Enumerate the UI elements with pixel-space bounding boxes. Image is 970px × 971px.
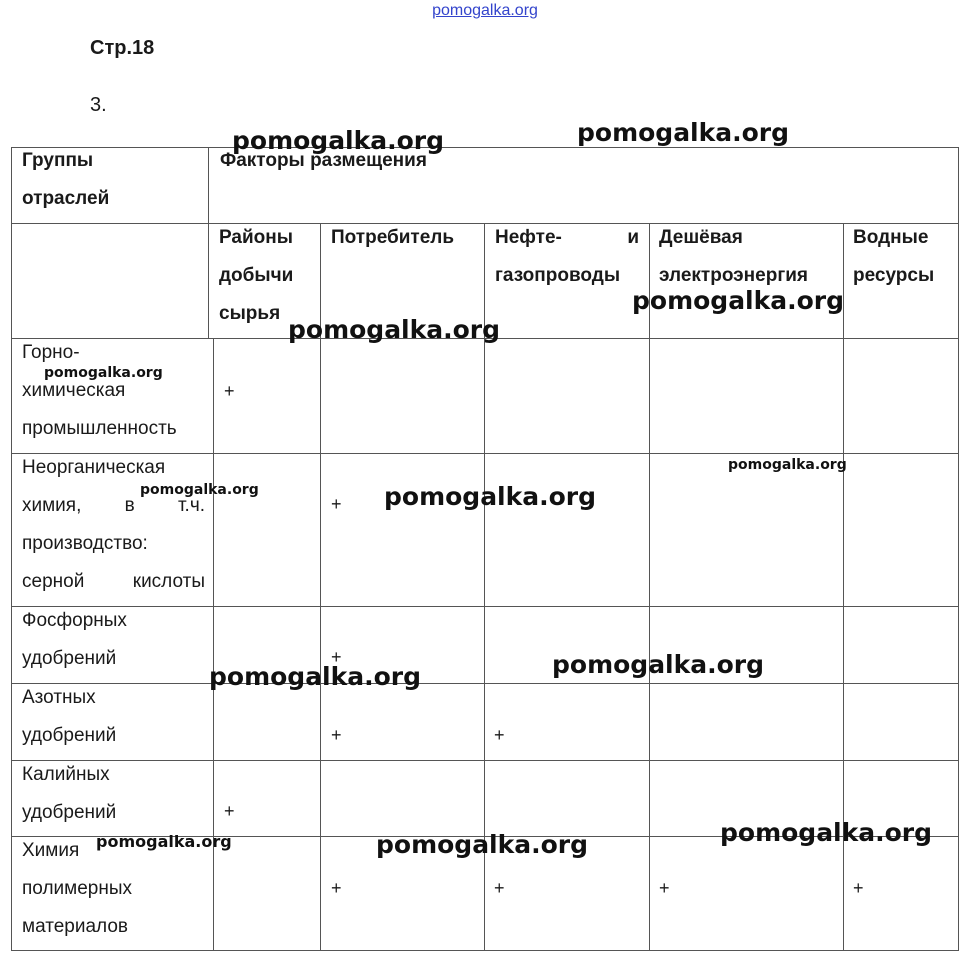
mark-polymer-water: + (853, 878, 864, 898)
table-border-bottom (11, 950, 959, 951)
table-border-left (11, 147, 12, 951)
table-border-top (11, 147, 959, 148)
row-label-inorganic-chemistry: Неорганическая химия, в т.ч. производство: серной кислоты (22, 457, 205, 592)
mark-polymer-electricity: + (659, 878, 670, 898)
table-border-right (958, 147, 959, 951)
header-consumer: Потребитель (331, 227, 455, 248)
header-industry-groups: Группы отраслей (22, 150, 110, 209)
watermark: pomogalka.org (632, 286, 845, 315)
row-label-polymer-chemistry: Химия полимерных материалов (22, 840, 132, 937)
mark-potash-raw-materials: + (224, 801, 235, 821)
watermark: pomogalka.org (376, 830, 589, 859)
table-col-line-4 (649, 223, 650, 951)
mark-mining-raw-materials: + (224, 381, 235, 401)
header-cheap-electricity: Дешёвая электроэнергия (659, 227, 809, 286)
header-location-factors: Факторы размещения (220, 150, 427, 171)
watermark: pomogalka.org (728, 457, 847, 473)
table-line-row-2 (11, 606, 959, 607)
page-heading: Стр.18 (90, 37, 155, 59)
row-label-phosphate-fertilizers: Фосфорных удобрений (22, 610, 127, 669)
mark-nitrogen-pipelines: + (494, 725, 505, 745)
watermark: pomogalka.org (384, 482, 597, 511)
top-site-link[interactable]: pomogalka.org (432, 2, 538, 19)
row-label-potash-fertilizers: Калийных удобрений (22, 764, 117, 823)
table-col-line-1a (208, 147, 209, 338)
mark-phosphate-consumer: + (331, 647, 342, 667)
table-line-row-3 (11, 683, 959, 684)
watermark: pomogalka.org (288, 315, 501, 344)
watermark: pomogalka.org (209, 662, 422, 691)
mark-polymer-pipelines: + (494, 878, 505, 898)
header-raw-materials: Районы добычи сырья (219, 227, 294, 324)
task-number: 3. (90, 94, 107, 116)
header-pipelines: Нефте- и газопроводы (495, 227, 639, 286)
watermark: pomogalka.org (720, 818, 933, 847)
watermark: pomogalka.org (552, 650, 765, 679)
row-label-mining-chemical: Горно- химическая промышленность (22, 342, 177, 439)
mark-nitrogen-consumer: + (331, 725, 342, 745)
table-line-header (11, 223, 959, 224)
watermark: pomogalka.org (44, 365, 163, 381)
watermark: pomogalka.org (140, 482, 259, 498)
table-line-row-4 (11, 760, 959, 761)
watermark: pomogalka.org (577, 118, 790, 147)
mark-polymer-consumer: + (331, 878, 342, 898)
watermark: pomogalka.org (96, 832, 232, 851)
watermark: pomogalka.org (232, 126, 445, 155)
table-col-line-1b (213, 338, 214, 951)
header-water-resources: Водные ресурсы (853, 227, 935, 286)
mark-inorganic-consumer: + (331, 494, 342, 514)
row-label-nitrogen-fertilizers: Азотных удобрений (22, 687, 117, 746)
